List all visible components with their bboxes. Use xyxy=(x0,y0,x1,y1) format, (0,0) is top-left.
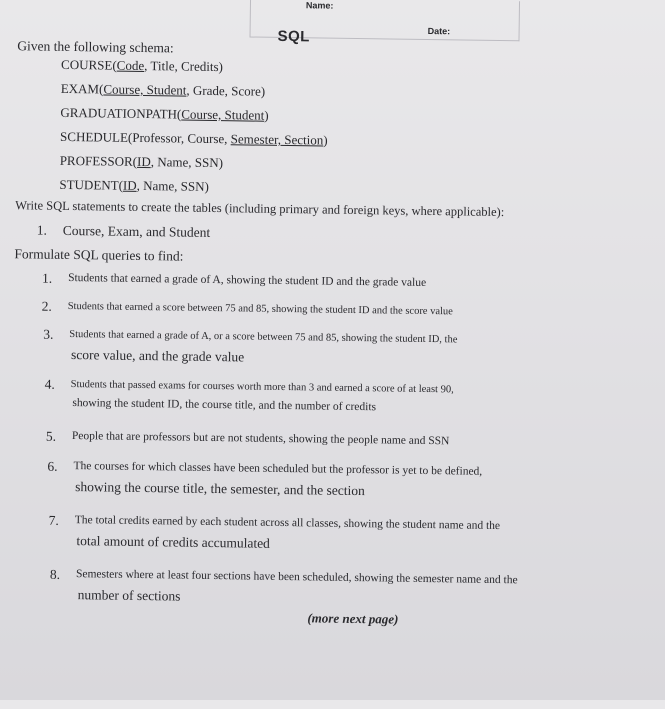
query-text: The courses for which classes have been scheduled but the professor is yet to be defined, xyxy=(73,460,483,478)
query-text-continued: score value, and the grade value xyxy=(70,347,245,365)
more-next-page: (more next page) xyxy=(307,610,399,627)
query-number: 5. xyxy=(45,428,57,444)
schema-exam: EXAM(Course, Student, Grade, Score) xyxy=(60,80,266,99)
query-number: 1. xyxy=(42,270,53,286)
create-item-text: Course, Exam, and Student xyxy=(62,222,211,240)
query-text: Students that earned a score between 75 and 85, showing the student ID and the score value xyxy=(67,300,453,318)
query-number: 2. xyxy=(41,298,52,314)
query-text-continued: showing the student ID, the course title, and the number of credits xyxy=(72,397,377,414)
query-text-continued: showing the course title, the semester, and the section xyxy=(75,479,365,499)
query-text: Students that earned a grade of A, showing the student ID and the grade value xyxy=(68,271,427,289)
formulate-instruction: Formulate SQL queries to find: xyxy=(14,246,184,264)
query-text: Students that earned a grade of A, or a score between 75 and 85, showing the student ID, the xyxy=(69,329,458,346)
query-number: 7. xyxy=(48,512,59,528)
query-text: Students that passed exams for courses worth more than 3 and earned a score of at least 90, xyxy=(70,379,454,396)
query-text: The total credits earned by each student across all classes, showing the student name and the xyxy=(74,514,501,533)
schema-course: COURSE(Code, Title, Credits) xyxy=(61,56,224,75)
name-label: Name: xyxy=(305,0,334,11)
query-text-continued: number of sections xyxy=(77,587,181,604)
query-text: People that are professors but are not students, showing the people name and SSN xyxy=(71,430,450,448)
date-label: Date: xyxy=(427,25,451,37)
create-instruction: Write SQL statements to create the tables (including primary and foreign keys, where applicable): xyxy=(15,198,505,220)
query-text: Semesters where at least four sections have been scheduled, showing the semester name and the xyxy=(75,568,518,587)
query-text-continued: total amount of credits accumulated xyxy=(76,533,270,551)
query-number: 4. xyxy=(44,376,55,392)
schema-graduationpath: GRADUATIONPATH(Course, Student) xyxy=(60,104,269,123)
schema-student: STUDENT(ID, Name, SSN) xyxy=(59,176,210,194)
schema-schedule: SCHEDULE(Professor, Course, Semester, Section) xyxy=(59,128,328,148)
page-title: SQL xyxy=(277,27,310,46)
intro-text: Given the following schema: xyxy=(17,38,174,56)
create-item-number: 1. xyxy=(36,222,48,238)
query-number: 6. xyxy=(47,458,58,474)
schema-professor: PROFESSOR(ID, Name, SSN) xyxy=(59,152,224,171)
query-number: 3. xyxy=(43,326,54,342)
query-number: 8. xyxy=(49,566,61,582)
